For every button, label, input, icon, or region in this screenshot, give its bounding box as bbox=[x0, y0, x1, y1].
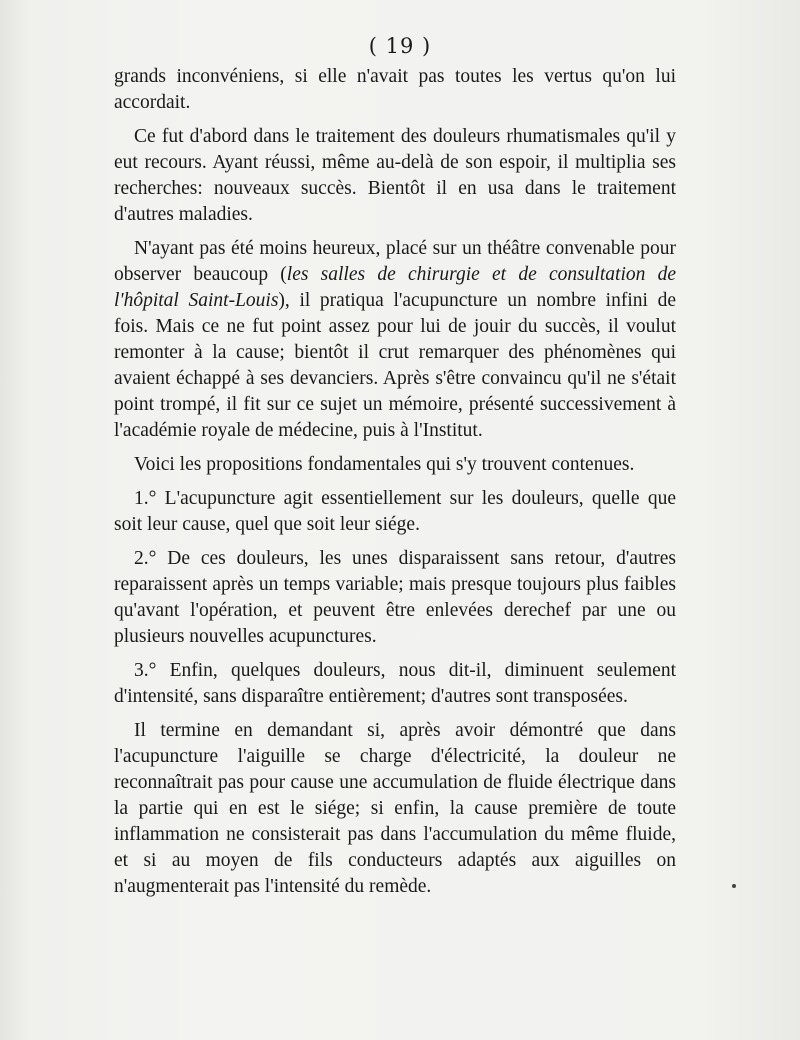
paragraph-saint-louis-part2: ), il pratiqua l'acupuncture un nombre infini de fois. Mais ce ne fut point assez pour lui de jouir du succès, il voulut remonter à la cause; bientôt il crut remarquer des phénomènes qui avaient échappé à ses devanciers. Après s'être convaincu qu'il ne s'était point trompé, il fit sur ce sujet un mémoire, présenté successivement à l'académie royale de médecine, puis à l'Institut. bbox=[114, 290, 676, 441]
page-number: ( 19 ) bbox=[368, 34, 432, 58]
proposition-3: 3.° Enfin, quelques douleurs, nous dit-il, diminuent seulement d'intensité, sans disparaître entièrement; d'autres sont transposées. bbox=[114, 660, 676, 707]
paragraph-rheumatism: Ce fut d'abord dans le traitement des douleurs rhumatismales qu'il y eut recours. Ayant réussi, même au-delà de son espoir, il multiplia ses recherches: nouveaux succès. Bientôt il en usa dans le traitement d'autres maladies. bbox=[114, 126, 676, 225]
body-text bbox=[114, 64, 676, 908]
ink-speck bbox=[732, 884, 736, 888]
paragraph-continuation: grands inconvéniens, si elle n'avait pas toutes les vertus qu'on lui accordait. bbox=[114, 66, 676, 113]
paragraph-propositions-intro: Voici les propositions fondamentales qui s'y trouvent contenues. bbox=[134, 454, 635, 475]
paragraph-saint-louis bbox=[114, 236, 676, 444]
paragraph-saint-louis-part1: N'ayant pas été moins heureux, placé sur un théâtre convenable pour observer beaucoup ( bbox=[114, 238, 676, 285]
proposition-2: 2.° De ces douleurs, les unes disparaissent sans retour, d'autres reparaissent après un temps variable; mais presque toujours plus faibles qu'avant l'opération, et peuvent être enlevées derechef par une ou plusieurs nouvelles acupunctures. bbox=[114, 548, 676, 647]
proposition-1: 1.° L'acupuncture agit essentiellement sur les douleurs, quelle que soit leur cause, quel que soit leur siége. bbox=[114, 488, 676, 535]
paragraph-saint-louis-italic: les salles de chirurgie et de consultation de l'hôpital Saint-Louis bbox=[114, 264, 676, 311]
paragraph-conclusion: Il termine en demandant si, après avoir démontré que dans l'acupuncture l'aiguille se charge d'électricité, la douleur ne reconnaîtrait pas pour cause une accumulation de fluide électrique dans la partie qui en est le siége; si enfin, la cause première de toute inflammation ne consisterait pas dans l'accumulation du même fluide, et si au moyen de fils conducteurs adaptés aux aiguilles on n'augmenterait pas l'intensité du remède. bbox=[114, 720, 676, 897]
